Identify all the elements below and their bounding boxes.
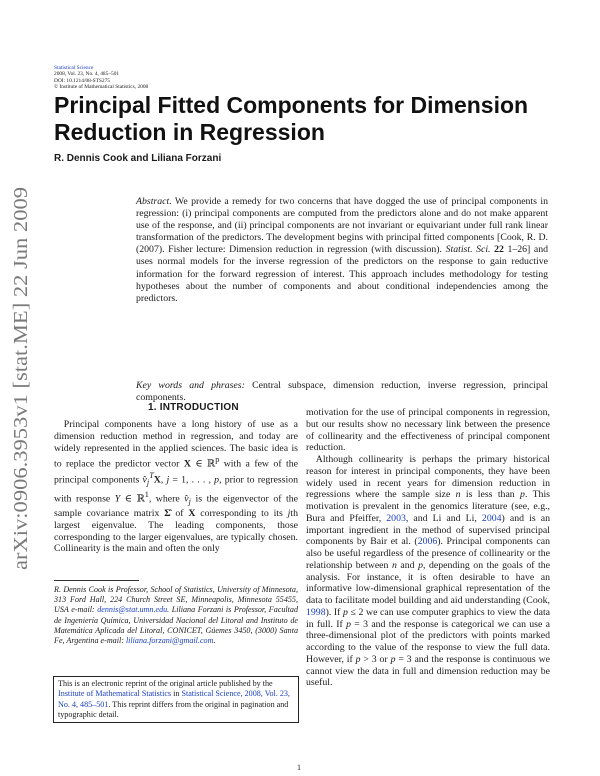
reprint-text: in <box>173 689 180 699</box>
abstract-label: Abstract. <box>136 196 172 207</box>
intro-text: Although collinearity is perhaps the primary historical reason for interest in principal components, they have been widely used in recent years for dimension reduction in regressions where the sample size <box>306 454 550 501</box>
intro-column-left <box>54 419 298 555</box>
abstract-volume-ref: 22 <box>494 244 504 256</box>
paper-authors: R. Dennis Cook and Liliana Forzani <box>54 153 222 164</box>
footnote-text: . Liliana Forzani is Professor, Facultad de Ingeniería Química, Universidad Nacional del Litoral and Instituto de Matemática Aplicada del Litoral, CONICET, Güemes 3450, (3000) Santa Fe, Argentina e-mail: <box>54 605 298 646</box>
intro-paragraph-3: Although collinearity is perhaps the primary historical reason for interest in principal components, they have been widely used in recent years for dimension reduction in regressions where the sample size n is less than p. This motivation is prevalent in the genomics literature (see, e.g., Bura and Pfeiffer, 2003, and Li and Li, 2004) and is an important ingredient in the method of supervised principal components by Bair et al. (2006). Principal components can also be useful regardless of the presence of collinearity or the relationship between n and p, depending on the goals of the analysis. For instance, it is often desirable to have an informative low-dimensional graphical representation of the data to facilitate model building and aid understanding (Cook, 1998). If p ≤ 2 we can use computer graphics to view the data in full. If p = 3 and the response is categorical we can use a three-dimensional plot of the predictors with points marked according to the value of the response to view the full data. However, if p > 3 or p = 3 and the response is continuous we cannot view the data in full and dimension reduction may be useful. <box>306 454 551 689</box>
email-link[interactable]: liliana.forzani@gmail.com <box>125 636 214 646</box>
reprint-text: . This reprint differs from the original in pagination and typographic detail. <box>58 699 289 719</box>
intro-text: or <box>379 653 388 665</box>
reprint-text: This is an electronic reprint of the original article published by the <box>58 679 273 688</box>
intro-text: is less than <box>465 489 515 501</box>
intro-text: is the eigenvector of the sample covariance matrix <box>54 493 298 520</box>
email-link[interactable]: dennis@stat.umn.edu <box>97 605 168 615</box>
journal-header <box>54 65 148 91</box>
intro-text: , prior to regression with response <box>54 474 298 505</box>
journal-name[interactable]: Statistical Science <box>54 65 94 71</box>
intro-text: , depending on the goals of the analysis. For instance, it is often desirable to have an informative low-dimensional graphical representation of the data to facilitate model building and aid understanding (Cook, <box>306 559 550 606</box>
intro-text: , where <box>148 493 180 505</box>
volume-link[interactable]: , 2008, Vol. 23, No. 4, 485–501 <box>58 689 290 709</box>
abstract-text-1: We provide a remedy for two concerns that have dogged the use of principal components in regression: (i) principal components are computed from the predictors alone and do not make apparent use of the response, and (ii) principal components are not invariant or equivariant under full rank linear transformation of the predictors. The development begins with principal fitted components [Cook, R. D. (2007). Fisher lecture: Dimension reduction in regression (with discussion). <box>136 196 548 256</box>
publisher-link[interactable]: Institute of Mathematical Statistics <box>58 689 172 699</box>
intro-text: with a few of the principal components <box>54 458 298 486</box>
keywords-text: Central subspace, dimension reduction, inverse regression, principal components. <box>136 380 548 404</box>
abstract-text-2: 1–26] and uses normal models for the inverse regression of the predictors on the response to gain reductive information for the forward regression of interest. This approach includes methodology for testing hypotheses about the number of components and about conditional independencies among the predictors. <box>136 244 548 304</box>
citation-link[interactable]: 2003 <box>386 512 406 524</box>
footnote-divider <box>54 580 139 581</box>
intro-text: ). If <box>325 606 341 618</box>
intro-text: and <box>400 559 415 571</box>
journal-volume: 2008, Vol. 23, No. 4, 485–501 <box>54 71 120 78</box>
citation-link[interactable]: 1998 <box>306 606 326 618</box>
intro-column-right <box>306 407 550 689</box>
paper-title: Principal Fitted Components for Dimension Reduction in Regression <box>54 92 529 145</box>
arxiv-stamp <box>5 185 35 570</box>
intro-text: we can use computer graphics to view the data in full. If <box>306 606 551 630</box>
arxiv-id: arXiv:0906.3953v1 [stat.ME] 22 Jun 2009 <box>11 238 32 570</box>
keywords-label: Key words and phrases: <box>136 380 245 391</box>
intro-text: ). Principal components can also be useful regardless of the presence of collinearity or the relationship between <box>306 536 550 571</box>
page-number: 1 <box>297 763 301 772</box>
citation-link[interactable]: 2004 <box>481 512 502 524</box>
intro-text: Principal components have a long history of use as a dimension reduction method in regression, and today are widely represented in the applied sciences. The basic idea is to replace the predictor vector <box>54 419 298 470</box>
intro-text: largest eigenvalue. The leading components, those corresponding to the larger eigenvalues, are typically chosen. Collinearity is the main and often the only <box>54 519 298 555</box>
section-heading: 1. INTRODUCTION <box>148 402 239 413</box>
intro-paragraph-2: motivation for the use of principal components in regression, but our results show no necessary link between the presence of collinearity and the effectiveness of principal component reduction. <box>306 407 550 454</box>
journal-link[interactable]: Statistical Science <box>181 689 241 699</box>
abstract <box>136 196 548 305</box>
intro-paragraph-1: Principal components have a long history of use as a dimension reduction method in regression, and today are widely represented in the applied sciences. The basic idea is to replace the predictor vector X ∈ ℝ$^p$ with a few of the principal components $v̂_j^TX$, j = 1, . . . , p, prior to regression with response Y ∈ ℝ$^1$, where $v̂_j$ is the eigenvector of the sample covariance matrix Σ̂ of X corresponding to its jth largest eigenvalue. The leading components, those corresponding to the larger eigenvalues, are typically chosen. Collinearity is the main and often the only <box>54 419 298 555</box>
author-footnote <box>54 585 298 646</box>
reprint-notice <box>53 676 299 723</box>
intro-text: . This motivation is prevalent in the genomics literature (see, e.g., Bura and Pfeiffer, <box>306 489 550 524</box>
footnote-text: R. Dennis Cook is Professor, School of Statistics, University of Minnesota, 313 Ford Hall, 224 Church Street SE, Minneapolis, Minnesota 55455, USA e-mail: <box>54 585 298 615</box>
citation-link[interactable]: 2006 <box>417 536 438 548</box>
intro-text: and the response is continuous we cannot view the data in full and dimension reduction may be useful. <box>306 653 551 689</box>
abstract-journal-ref: Statist. Sci. <box>445 244 491 256</box>
journal-copyright: © Institute of Mathematical Statistics, 2008 <box>54 84 149 91</box>
intro-text: and the response is categorical we can use a three-dimensional plot of the predictors with points marked according to the value of the response to view the full data. However, if <box>306 618 550 665</box>
footnote-text: . <box>213 636 216 646</box>
intro-text: ) and is an important ingredient in the method of supervised principal components by Bair et al. ( <box>306 512 550 548</box>
intro-text: , and Li and Li, <box>405 512 477 524</box>
journal-doi: DOI: 10.1214/08-STS275 <box>54 77 111 84</box>
keywords <box>136 380 548 404</box>
intro-text: corresponding to its <box>200 508 283 520</box>
intro-text: of <box>175 508 184 520</box>
